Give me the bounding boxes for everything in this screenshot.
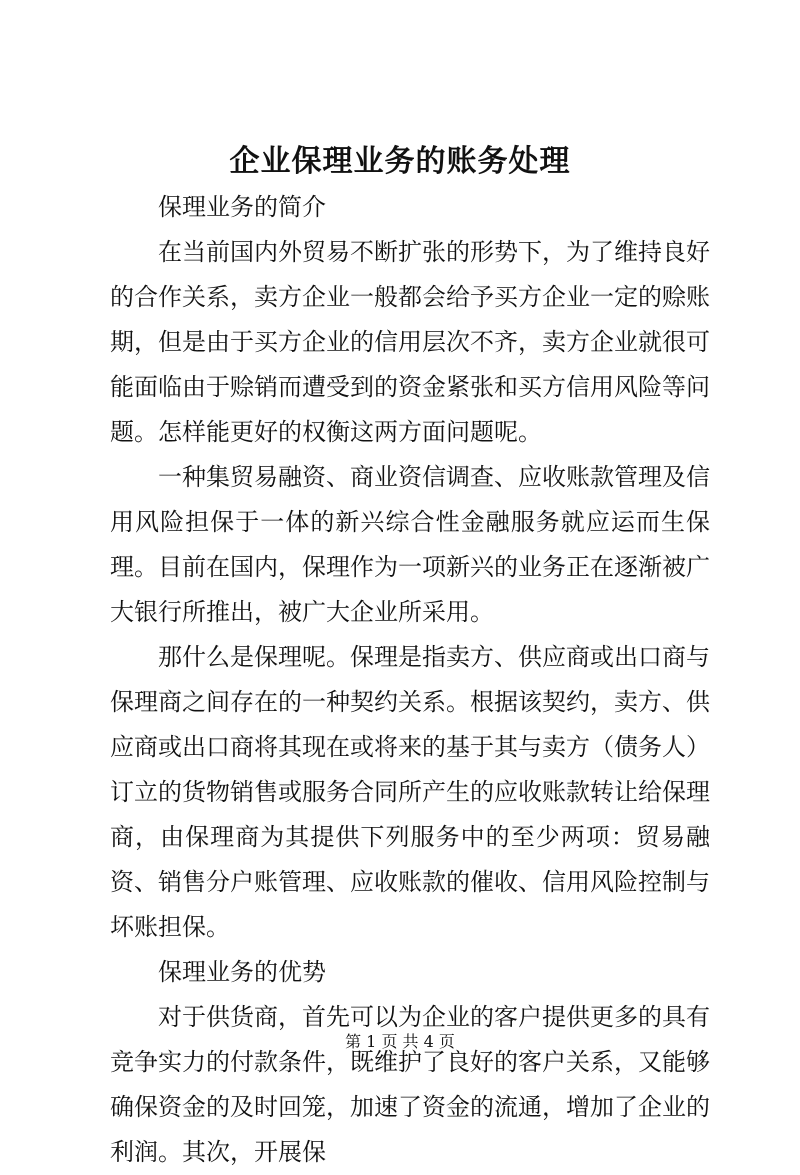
paragraph-factoring-emergence: 一种集贸易融资、商业资信调查、应收账款管理及信用风险担保于一体的新兴综合性金融服务就应运而生保理。目前在国内，保理作为一项新兴的业务正在逐渐被广大银行所推出，被广大企业所采用。: [110, 463, 710, 626]
paragraph-factoring-definition: 那什么是保理呢。保理是指卖方、供应商或出口商与保理商之间存在的一种契约关系。根据该契约，卖方、供应商或出口商将其现在或将来的基于其与卖方（债务人）订立的货物销售或服务合同所产生的应收账款转让给保理商，由保理商为其提供下列服务中的至少两项：贸易融资、销售分户账管理、应收账款的催收、信用风险控制与坏账担保。: [110, 643, 710, 941]
page-footer: 第 1 页 共 4 页: [345, 1032, 455, 1051]
paragraph-trade-context: 在当前国内外贸易不断扩张的形势下，为了维持良好的合作关系，卖方企业一般都会给予买方企业一定的赊账期，但是由于买方企业的信用层次不齐，卖方企业就很可能面临由于赊销而遭受到的资金紧张和买方信用风险等问题。怎样能更好的权衡这两方面问题呢。: [110, 238, 710, 446]
document-body: [110, 185, 710, 1175]
document-title: 企业保理业务的账务处理: [229, 144, 571, 179]
paragraph-supplier-advantages: 对于供货商，首先可以为企业的客户提供更多的具有竞争实力的付款条件，既维护了良好的客户关系，又能够确保资金的及时回笼，加速了资金的流通，增加了企业的利润。其次，开展保: [110, 1003, 710, 1166]
section-heading-advantages: 保理业务的优势: [158, 958, 326, 986]
section-heading-intro: 保理业务的简介: [158, 193, 326, 221]
